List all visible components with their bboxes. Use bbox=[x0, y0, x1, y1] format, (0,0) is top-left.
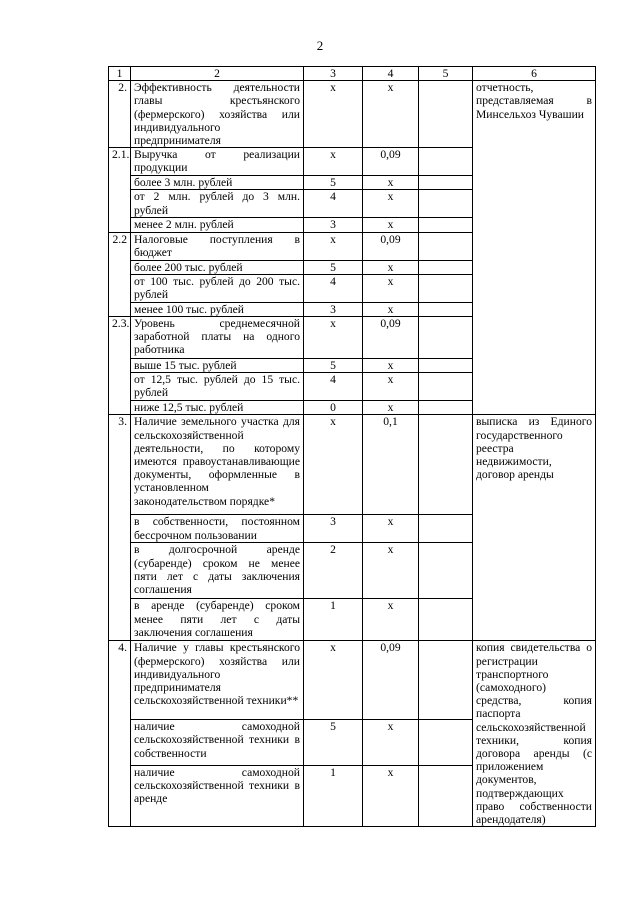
criterion-name: от 2 млн. рублей до 3 млн. рублей bbox=[131, 190, 304, 218]
criterion-name: Наличие у главы крестьянского (фермерского) хозяйства или индивидуального предпринимателя сельскохозяйственной техники** bbox=[131, 641, 304, 720]
criterion-name: Эффективность деятельности главы крестьянского (фермерского) хозяйства или индивидуального предпринимателя bbox=[131, 81, 304, 148]
column-5-value bbox=[419, 766, 473, 827]
weight-value: х bbox=[363, 766, 419, 827]
weight-value: х bbox=[363, 260, 419, 274]
weight-value: х bbox=[363, 359, 419, 373]
header-cell-2: 2 bbox=[131, 67, 304, 81]
criterion-name: более 200 тыс. рублей bbox=[131, 260, 304, 274]
section-number: 2. bbox=[109, 81, 131, 148]
header-cell-1: 1 bbox=[109, 67, 131, 81]
column-5-value bbox=[419, 148, 473, 176]
weight-value: х bbox=[363, 302, 419, 316]
source-document: копия свидетельства о регистрации транспортного (самоходного) средства, копия паспорта сельскохозяйственной техники, копия договора аренды (с приложением документов, подтверждающих право собственности арендодателя) bbox=[473, 641, 596, 827]
weight-value: х bbox=[363, 543, 419, 599]
weight-value: х bbox=[363, 599, 419, 641]
weight-value: 0,09 bbox=[363, 232, 419, 260]
score-value: 3 bbox=[304, 302, 363, 316]
column-5-value bbox=[419, 176, 473, 190]
header-cell-4: 4 bbox=[363, 67, 419, 81]
section-number: 3. bbox=[109, 415, 131, 641]
score-value: х bbox=[304, 317, 363, 359]
column-5-value bbox=[419, 543, 473, 599]
header-cell-5: 5 bbox=[419, 67, 473, 81]
score-value: 4 bbox=[304, 190, 363, 218]
weight-value: х bbox=[363, 81, 419, 148]
criterion-name: Уровень среднемесячной заработной платы на одного работника bbox=[131, 317, 304, 359]
source-document: выписка из Единого государственного реестра недвижимости, договор аренды bbox=[473, 415, 596, 641]
score-value: х bbox=[304, 641, 363, 720]
column-5-value bbox=[419, 373, 473, 401]
score-value: 4 bbox=[304, 373, 363, 401]
criterion-name: Налоговые поступления в бюджет bbox=[131, 232, 304, 260]
score-value: 2 bbox=[304, 543, 363, 599]
score-value: 4 bbox=[304, 274, 363, 302]
weight-value: х bbox=[363, 176, 419, 190]
score-value: 5 bbox=[304, 260, 363, 274]
column-5-value bbox=[419, 720, 473, 766]
source-document: отчетность, представляемая в Минсельхоз Чувашии bbox=[473, 81, 596, 415]
criteria-table bbox=[108, 66, 596, 827]
section-number: 2.3. bbox=[109, 317, 131, 415]
criterion-name: менее 100 тыс. рублей bbox=[131, 302, 304, 316]
score-value: 1 bbox=[304, 599, 363, 641]
table-row bbox=[109, 81, 596, 148]
column-5-value bbox=[419, 641, 473, 720]
criterion-name: от 100 тыс. рублей до 200 тыс. рублей bbox=[131, 274, 304, 302]
column-5-value bbox=[419, 317, 473, 359]
column-5-value bbox=[419, 415, 473, 515]
criterion-name: Выручка от реализации продукции bbox=[131, 148, 304, 176]
weight-value: х bbox=[363, 401, 419, 415]
criterion-name: наличие самоходной сельскохозяйственной техники в аренде bbox=[131, 766, 304, 827]
weight-value: х bbox=[363, 720, 419, 766]
section-number: 2.1. bbox=[109, 148, 131, 232]
criterion-name: в аренде (субаренде) сроком менее пяти лет с даты заключения соглашения bbox=[131, 599, 304, 641]
criterion-name: ниже 12,5 тыс. рублей bbox=[131, 401, 304, 415]
header-row bbox=[109, 67, 596, 81]
table-row bbox=[109, 415, 596, 515]
column-5-value bbox=[419, 599, 473, 641]
criterion-name: в долгосрочной аренде (субаренде) сроком не менее пяти лет с даты заключения соглашения bbox=[131, 543, 304, 599]
score-value: 5 bbox=[304, 720, 363, 766]
score-value: 3 bbox=[304, 218, 363, 232]
column-5-value bbox=[419, 218, 473, 232]
column-5-value bbox=[419, 232, 473, 260]
column-5-value bbox=[419, 302, 473, 316]
score-value: 5 bbox=[304, 359, 363, 373]
weight-value: 0,09 bbox=[363, 317, 419, 359]
column-5-value bbox=[419, 515, 473, 543]
weight-value: х bbox=[363, 515, 419, 543]
table-row bbox=[109, 641, 596, 720]
score-value: х bbox=[304, 81, 363, 148]
weight-value: х bbox=[363, 218, 419, 232]
score-value: х bbox=[304, 148, 363, 176]
criterion-name: Наличие земельного участка для сельскохозяйственной деятельности, по которому имеются правоустанавливающие документы, оформленные в установленном законодательством порядке* bbox=[131, 415, 304, 515]
score-value: 5 bbox=[304, 176, 363, 190]
section-number: 2.2 bbox=[109, 232, 131, 316]
column-5-value bbox=[419, 260, 473, 274]
criterion-name: менее 2 млн. рублей bbox=[131, 218, 304, 232]
header-cell-3: 3 bbox=[304, 67, 363, 81]
score-value: х bbox=[304, 232, 363, 260]
column-5-value bbox=[419, 401, 473, 415]
criterion-name: более 3 млн. рублей bbox=[131, 176, 304, 190]
weight-value: 0,09 bbox=[363, 641, 419, 720]
score-value: 3 bbox=[304, 515, 363, 543]
criterion-name: в собственности, постоянном бессрочном пользовании bbox=[131, 515, 304, 543]
weight-value: 0,1 bbox=[363, 415, 419, 515]
score-value: 1 bbox=[304, 766, 363, 827]
section-number: 4. bbox=[109, 641, 131, 827]
column-5-value bbox=[419, 274, 473, 302]
weight-value: х bbox=[363, 190, 419, 218]
column-5-value bbox=[419, 359, 473, 373]
weight-value: х bbox=[363, 373, 419, 401]
column-5-value bbox=[419, 190, 473, 218]
weight-value: х bbox=[363, 274, 419, 302]
score-value: х bbox=[304, 415, 363, 515]
column-5-value bbox=[419, 81, 473, 148]
criterion-name: от 12,5 тыс. рублей до 15 тыс. рублей bbox=[131, 373, 304, 401]
header-cell-6: 6 bbox=[473, 67, 596, 81]
table-body bbox=[109, 67, 596, 827]
page-number: 2 bbox=[316, 38, 324, 53]
score-value: 0 bbox=[304, 401, 363, 415]
criterion-name: наличие самоходной сельскохозяйственной техники в собственности bbox=[131, 720, 304, 766]
weight-value: 0,09 bbox=[363, 148, 419, 176]
criterion-name: выше 15 тыс. рублей bbox=[131, 359, 304, 373]
